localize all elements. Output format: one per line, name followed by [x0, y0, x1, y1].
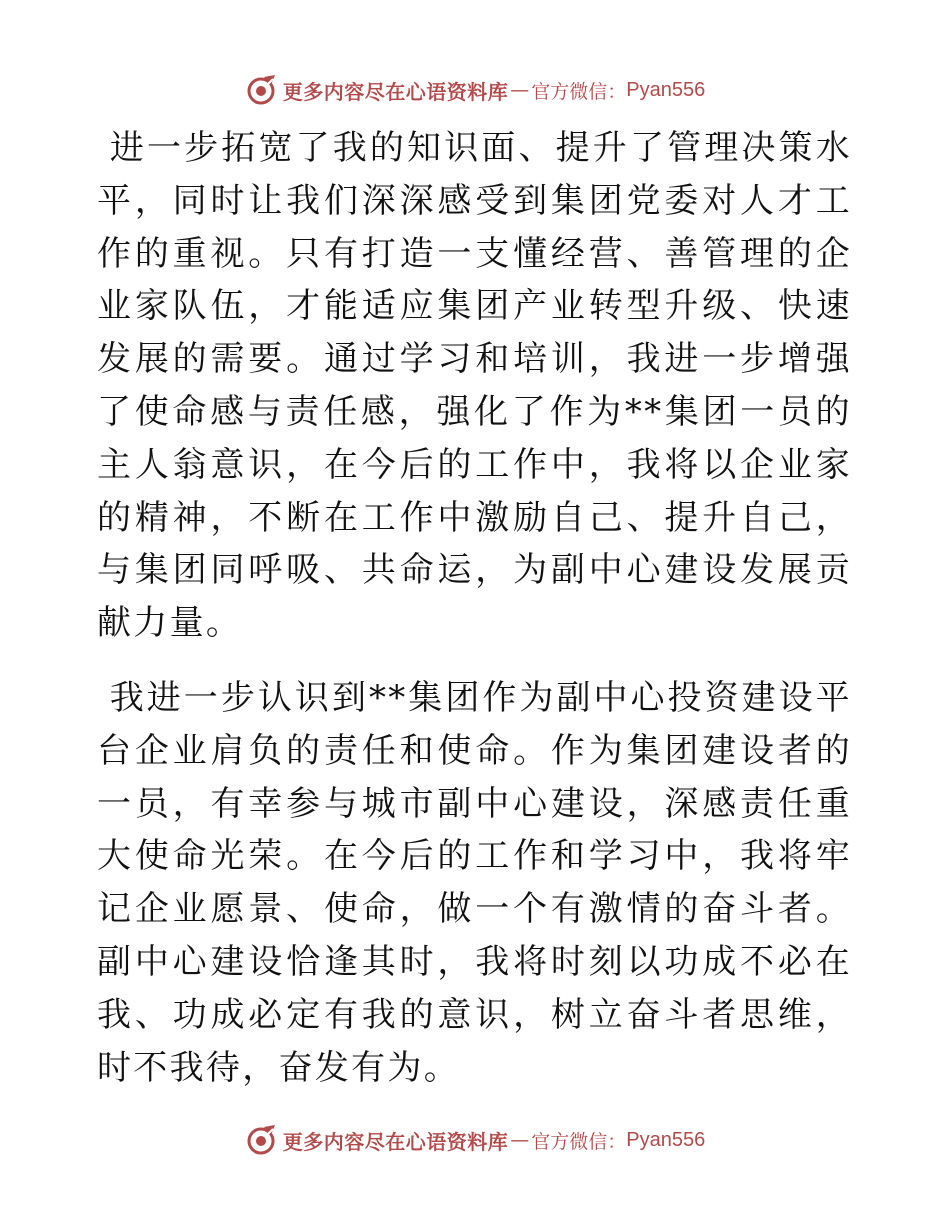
banner-wechat-label: 官方微信： — [531, 1130, 627, 1153]
document-body — [97, 122, 852, 1094]
pen-circle-logo-icon — [245, 1123, 279, 1157]
banner-separator: — — [510, 1129, 530, 1151]
footer-banner — [0, 1120, 950, 1160]
banner-separator: — — [510, 79, 530, 101]
banner-wechat-label: 官方微信： — [531, 80, 627, 103]
paragraph-2 — [97, 672, 852, 1094]
paragraph-2-text: 我进一步认识到**集团作为副中心投资建设平台企业肩负的责任和使命。作为集团建设者的一员，有幸参与城市副中心建设，深感责任重大使命光荣。在今后的工作和学习中，我将牢记企业愿景、使命，做一个有激情的奋斗者。副中心建设恰逢其时，我将时刻以功成不必在我、功成必定有我的意识，树立奋斗者思维，时不我待，奋发有为。 — [97, 677, 852, 1088]
header-banner — [0, 70, 950, 110]
banner-wechat-id: Pyan556 — [626, 1128, 706, 1151]
paragraph-1-text: 进一步拓宽了我的知识面、提升了管理决策水平，同时让我们深深感受到集团党委对人才工作的重视。只有打造一支懂经营、善管理的企业家队伍，才能适应集团产业转型升级、快速发展的需要。通过学习和培训，我进一步增强了使命感与责任感，强化了作为**集团一员的主人翁意识，在今后的工作中，我将以企业家的精神，不断在工作中激励自己、提升自己，与集团同呼吸、共命运，为副中心建设发展贡献力量。 — [97, 128, 852, 644]
paragraph-1 — [97, 122, 852, 650]
banner-title: 更多内容尽在心语资料库 — [282, 1129, 509, 1154]
pen-circle-logo-icon — [245, 73, 279, 107]
banner-title: 更多内容尽在心语资料库 — [282, 79, 509, 104]
banner-wechat-id: Pyan556 — [626, 78, 706, 101]
